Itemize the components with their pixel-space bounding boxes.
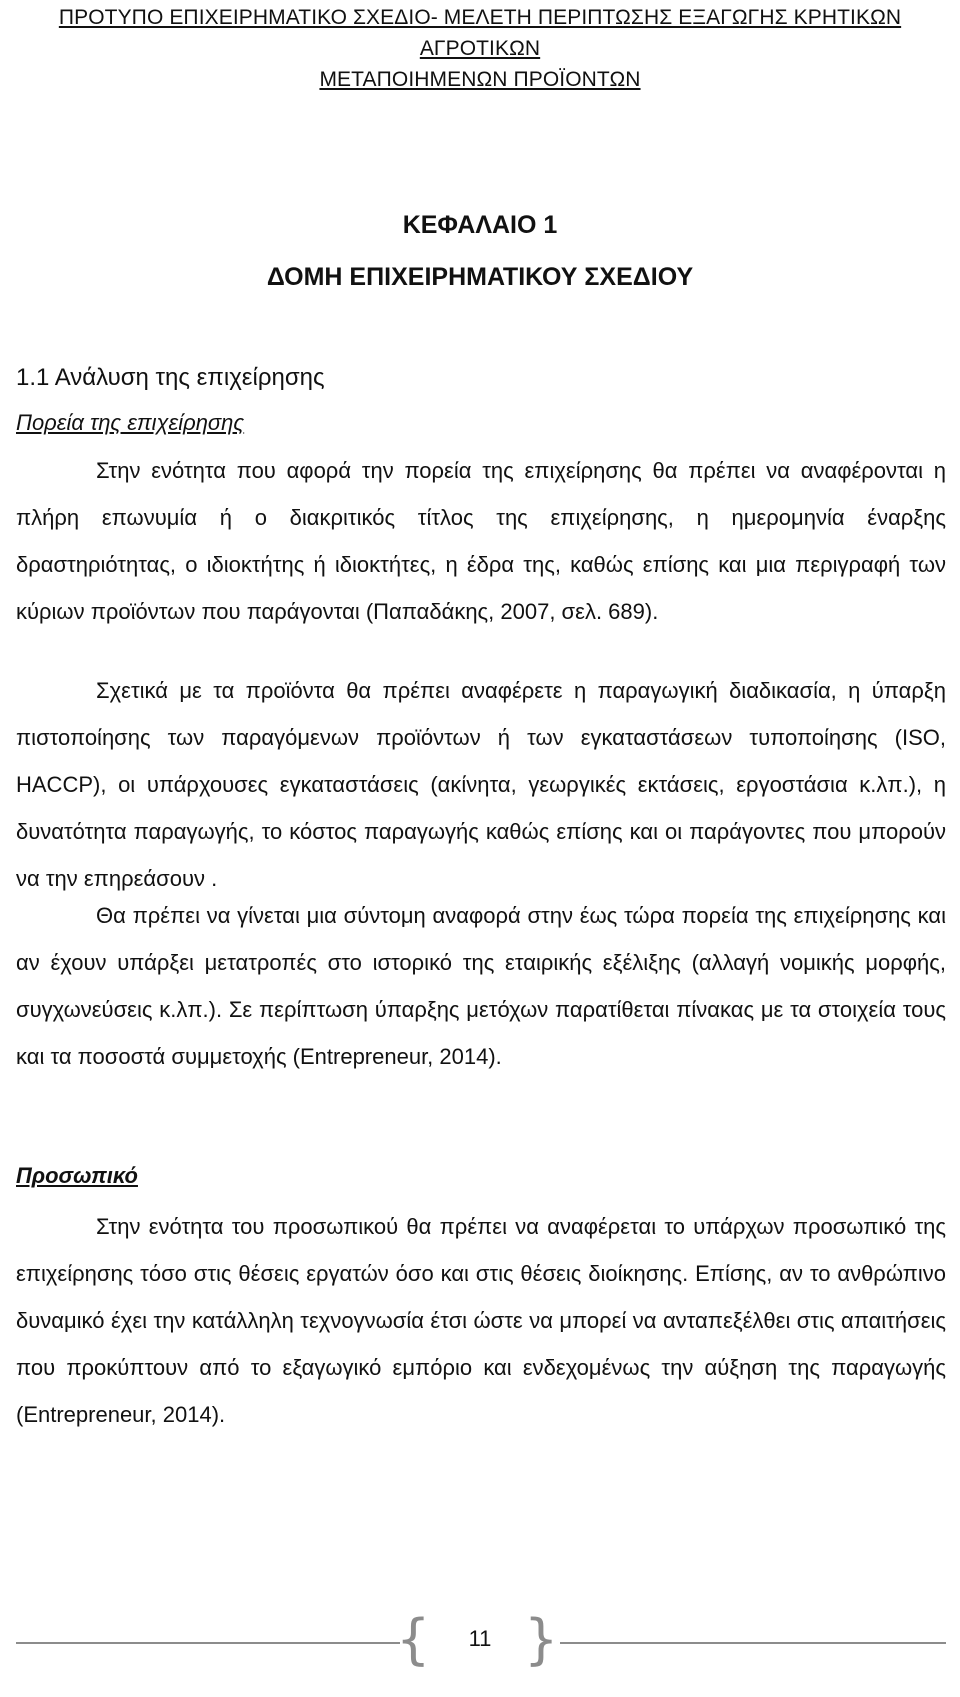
footer-rule-right xyxy=(560,1642,946,1644)
subheading-company-history: Πορεία της επιχείρησης xyxy=(16,410,245,435)
paragraph-company-history-3: Θα πρέπει να γίνεται μια σύντομη αναφορά στην έως τώρα πορεία της επιχείρησης και αν έχουν υπάρξει μετατροπές στο ιστορικό της εταιρικής εξέλιξης (αλλαγή νομικής μορφής, συγχωνεύσεις κ.λπ.). Σε περίπτωση ύπαρξης μετόχων παρατίθεται πίνακας με τα στοιχεία τους και τα ποσοστά συμμετοχής (Entrepreneur, 2014). xyxy=(16,903,946,1069)
chapter-number: ΚΕΦΑΛΑΙΟ 1 xyxy=(402,211,558,239)
page-number: 11 xyxy=(468,1626,492,1651)
right-brace-icon: } xyxy=(524,1608,559,1671)
section-heading: 1.1 Ανάλυση της επιχείρησης xyxy=(16,364,325,391)
paragraph-company-history-2: Σχετικά με τα προϊόντα θα πρέπει αναφέρετε η παραγωγική διαδικασία, η ύπαρξη πιστοποίησης των παραγόμενων προϊόντων ή των εγκαταστάσεων τυποποίησης (ISO, HACCP), οι υπάρχουσες εγκαταστάσεις (ακίνητα, γεωργικές εκτάσεις, εργοστάσια κ.λπ.), η δυνατότητα παραγωγής, το κόστος παραγωγής καθώς επίσης και οι παράγοντες που μπορούν να την επηρεάσουν . xyxy=(16,678,946,891)
chapter-title: ΔΟΜΗ ΕΠΙΧΕΙΡΗΜΑΤΙΚΟΥ ΣΧΕΔΙΟΥ xyxy=(266,263,694,291)
running-header xyxy=(0,2,960,95)
running-header-line-1: ΠΡΟΤΥΠΟ ΕΠΙΧΕΙΡΗΜΑΤΙΚΟ ΣΧΕΔΙΟ- ΜΕΛΕΤΗ ΠΕΡΙΠΤΩΣΗΣ ΕΞΑΓΩΓΗΣ ΚΡΗΤΙΚΩΝ ΑΓΡΟΤΙΚΩΝ xyxy=(58,6,902,60)
left-brace-icon: { xyxy=(396,1608,431,1671)
paragraph-company-history-1: Στην ενότητα που αφορά την πορεία της επιχείρησης θα πρέπει να αναφέρονται η πλήρη επωνυμία ή ο διακριτικός τίτλος της επιχείρησης, η ημερομηνία έναρξης δραστηριότητας, ο ιδιοκτήτης ή ιδιοκτήτες, η έδρα της, καθώς επίσης και μια περιγραφή των κύριων προϊόντων που παράγονται (Παπαδάκης, 2007, σελ. 689). xyxy=(16,458,946,624)
paragraph-personnel: Στην ενότητα του προσωπικού θα πρέπει να αναφέρεται το υπάρχων προσωπικό της επιχείρησης τόσο στις θέσεις εργατών όσο και στις θέσεις διοίκησης. Επίσης, αν το ανθρώπινο δυναμικό έχει την κατάλληλη τεχνογνωσία έτσι ώστε να μπορεί να ανταπεξέλθει στις απαιτήσεις που προκύπτουν από το εξαγωγικό εμπόριο και ενδεχομένως την αύξηση της παραγωγής (Entrepreneur, 2014). xyxy=(16,1214,946,1427)
subheading-personnel: Προσωπικό xyxy=(16,1163,138,1188)
page-footer xyxy=(0,1610,960,1680)
running-header-line-2: ΜΕΤΑΠΟΙΗΜΕΝΩΝ ΠΡΟΪΟΝΤΩΝ xyxy=(319,68,641,91)
